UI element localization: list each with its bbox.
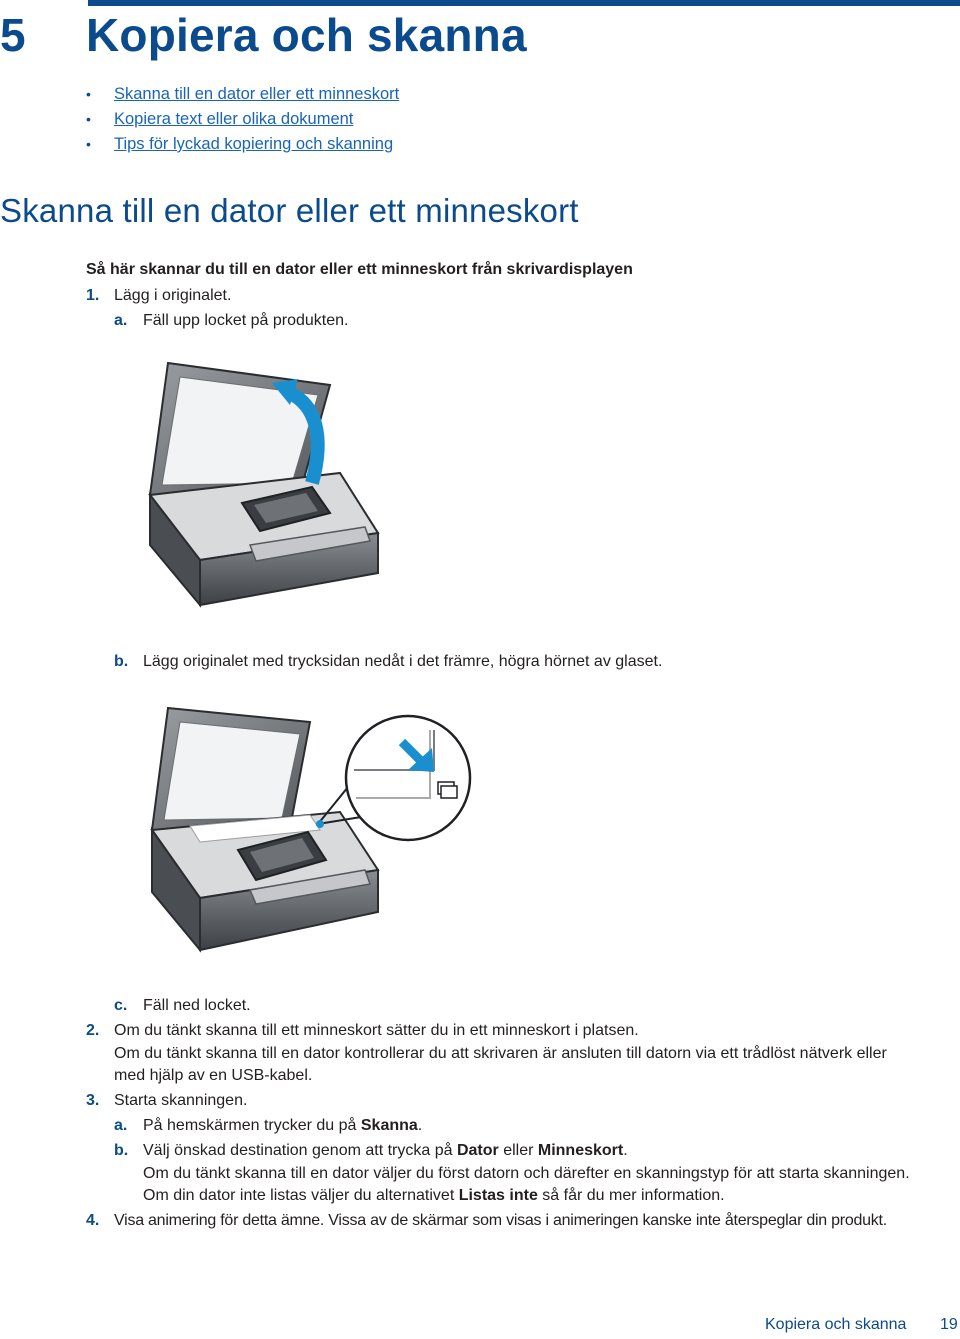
computer-option-label: Dator: [456, 1142, 499, 1159]
step-2-note-line1: Om du tänkt skanna till en dator kontrollerar du att skrivaren är ansluten till datorn via ett trådlöst nätverk eller: [114, 1045, 887, 1062]
step-1a-marker: a.: [114, 312, 128, 329]
step-2-note-line2: med hjälp av en USB-kabel.: [114, 1067, 313, 1084]
step-1-text: Lägg i originalet.: [114, 287, 232, 304]
step-3b-note-line1: Om du tänkt skanna till en dator väljer du först datorn och därefter en skanningstyp för att starta skanningen.: [143, 1165, 910, 1182]
procedure-heading: Så här skannar du till en dator eller ett minneskort från skrivardisplayen: [86, 261, 633, 278]
chapter-toc: [86, 82, 399, 157]
step-3a-text: [143, 1115, 422, 1137]
step-4-marker: 4.: [86, 1212, 100, 1229]
toc-item: [86, 82, 399, 107]
step-1c-text: Fäll ned locket.: [143, 997, 251, 1014]
top-rule: [88, 0, 960, 6]
bullet-icon: •: [86, 111, 91, 127]
printer-place-original-illustration: [140, 700, 480, 965]
toc-link-scan[interactable]: Skanna till en dator eller ett minneskort: [114, 85, 400, 103]
step-3b-note-pre: Om din dator inte listas väljer du alternativet: [143, 1187, 459, 1204]
step-1-marker: 1.: [86, 287, 100, 304]
step-1a-text: Fäll upp locket på produkten.: [143, 312, 349, 329]
step-3b-text: [143, 1140, 628, 1162]
scan-option-label: Skanna: [360, 1117, 418, 1134]
step-3b-post: .: [623, 1142, 628, 1159]
step-3a-pre: På hemskärmen trycker du på: [143, 1117, 361, 1134]
step-1b-text: Lägg originalet med trycksidan nedåt i det främre, högra hörnet av glaset.: [143, 653, 663, 670]
step-1c-marker: c.: [114, 997, 128, 1014]
bullet-icon: •: [86, 86, 91, 102]
toc-item: [86, 132, 399, 157]
toc-item: [86, 107, 399, 132]
chapter-title: [0, 8, 527, 62]
section-title: Skanna till en dator eller ett minneskort: [0, 192, 579, 229]
step-3b-note-post: så får du mer information.: [537, 1187, 725, 1204]
step-2-text: Om du tänkt skanna till ett minneskort sätter du in ett minneskort i platsen.: [114, 1022, 639, 1039]
toc-link-tips[interactable]: Tips för lyckad kopiering och skanning: [114, 135, 394, 153]
step-4-text: Visa animering för detta ämne. Vissa av de skärmar som visas i animeringen kanske inte återspeglar din produkt.: [114, 1212, 887, 1229]
step-3b-note-line2: [143, 1185, 725, 1207]
not-listed-option-label: Listas inte: [458, 1187, 538, 1204]
bullet-icon: •: [86, 136, 91, 152]
footer-section-name: Kopiera och skanna: [765, 1316, 907, 1333]
step-3b-pre: Välj önskad destination genom att trycka på: [143, 1142, 457, 1159]
step-3-text: Starta skanningen.: [114, 1092, 248, 1109]
step-2-marker: 2.: [86, 1022, 100, 1039]
step-3-marker: 3.: [86, 1092, 100, 1109]
step-3b-marker: b.: [114, 1142, 129, 1159]
step-3a-post: .: [417, 1117, 423, 1134]
toc-link-copy[interactable]: Kopiera text eller olika dokument: [114, 110, 354, 128]
chapter-number: 5: [0, 9, 26, 61]
step-3b-mid: eller: [498, 1142, 538, 1159]
memory-card-option-label: Minneskort: [537, 1142, 624, 1159]
step-1b-marker: b.: [114, 653, 129, 670]
printer-lid-open-illustration: [140, 355, 390, 620]
footer-page-number: 19: [940, 1316, 958, 1333]
step-3a-marker: a.: [114, 1117, 128, 1134]
chapter-title-text: Kopiera och skanna: [86, 9, 527, 61]
